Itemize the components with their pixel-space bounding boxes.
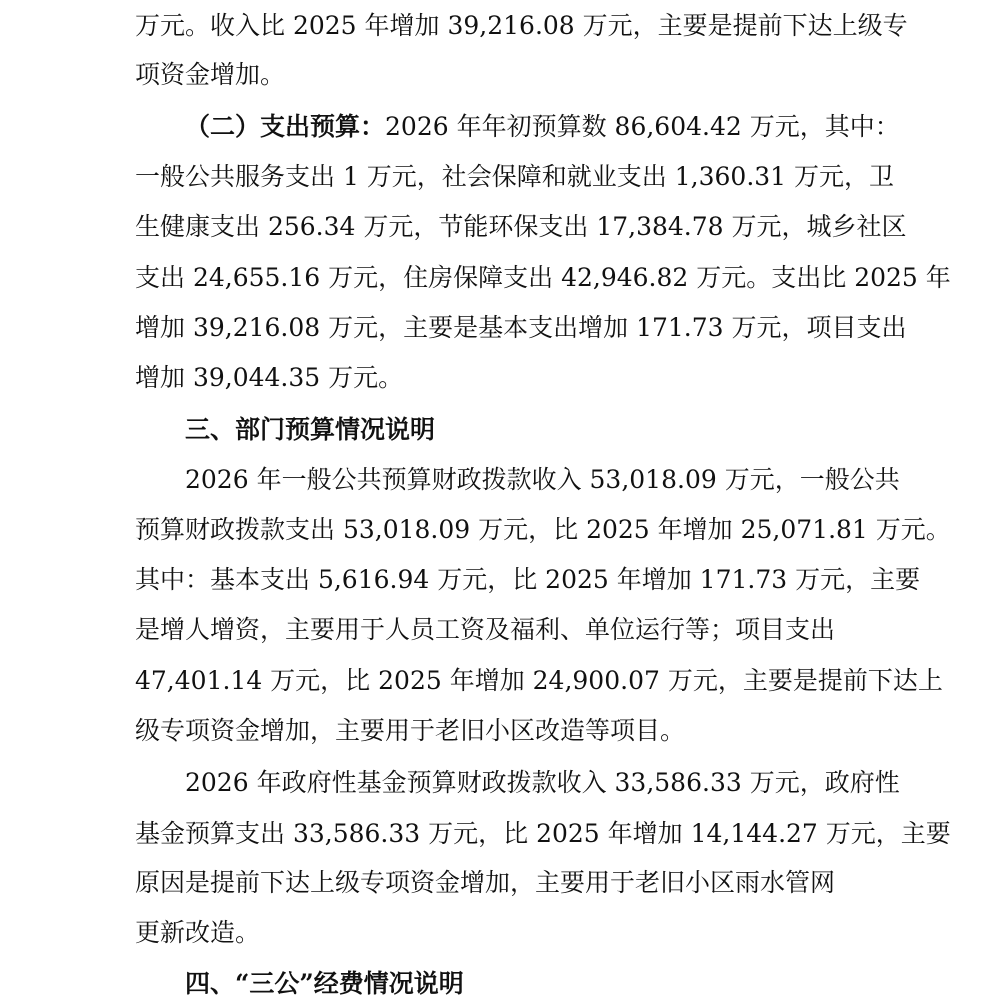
paragraph-line: 项资金增加。	[135, 60, 286, 89]
paragraph-line: 级专项资金增加，主要用于老旧小区改造等项目。	[135, 716, 686, 745]
paragraph-line: 增加 39,216.08 万元，主要是基本支出增加 171.73 万元，项目支出	[135, 313, 907, 342]
section-heading: 三、部门预算情况说明	[185, 415, 436, 444]
document-page	[135, 0, 951, 1008]
paragraph-line: 是增人增资，主要用于人员工资及福利、单位运行等；项目支出	[135, 615, 836, 644]
paragraph-line: 万元。收入比 2025 年增加 39,216.08 万元，主要是提前下达上级专	[135, 11, 908, 40]
paragraph-line: 支出 24,655.16 万元，住房保障支出 42,946.82 万元。支出比 2025 年	[135, 263, 951, 292]
paragraph-line: 更新改造。	[135, 918, 261, 947]
paragraph-text: 2026 年年初预算数 86,604.42 万元，其中：	[385, 112, 900, 141]
paragraph-line: 生健康支出 256.34 万元，节能环保支出 17,384.78 万元，城乡社区	[135, 212, 907, 241]
paragraph-line: 一般公共服务支出 1 万元，社会保障和就业支出 1,360.31 万元，卫	[135, 162, 895, 191]
paragraph-line: 原因是提前下达上级专项资金增加，主要用于老旧小区雨水管网	[135, 868, 836, 897]
paragraph-line	[185, 107, 900, 147]
section-heading: 四、“三公”经费情况说明	[185, 969, 464, 998]
paragraph-line: 47,401.14 万元，比 2025 年增加 24,900.07 万元，主要是提前下达上	[135, 666, 943, 695]
paragraph-line: 其中：基本支出 5,616.94 万元，比 2025 年增加 171.73 万元，主要	[135, 565, 921, 594]
paragraph-line: 增加 39,044.35 万元。	[135, 363, 404, 392]
paragraph-line: 2026 年一般公共预算财政拨款收入 53,018.09 万元，一般公共	[185, 465, 900, 494]
section-label: （二）支出预算：	[185, 112, 386, 141]
paragraph-line: 预算财政拨款支出 53,018.09 万元，比 2025 年增加 25,071.81 万元。	[135, 515, 951, 544]
paragraph-line: 2026 年政府性基金预算财政拨款收入 33,586.33 万元，政府性	[185, 768, 900, 797]
paragraph-line: 基金预算支出 33,586.33 万元，比 2025 年增加 14,144.27 万元，主要	[135, 819, 951, 848]
